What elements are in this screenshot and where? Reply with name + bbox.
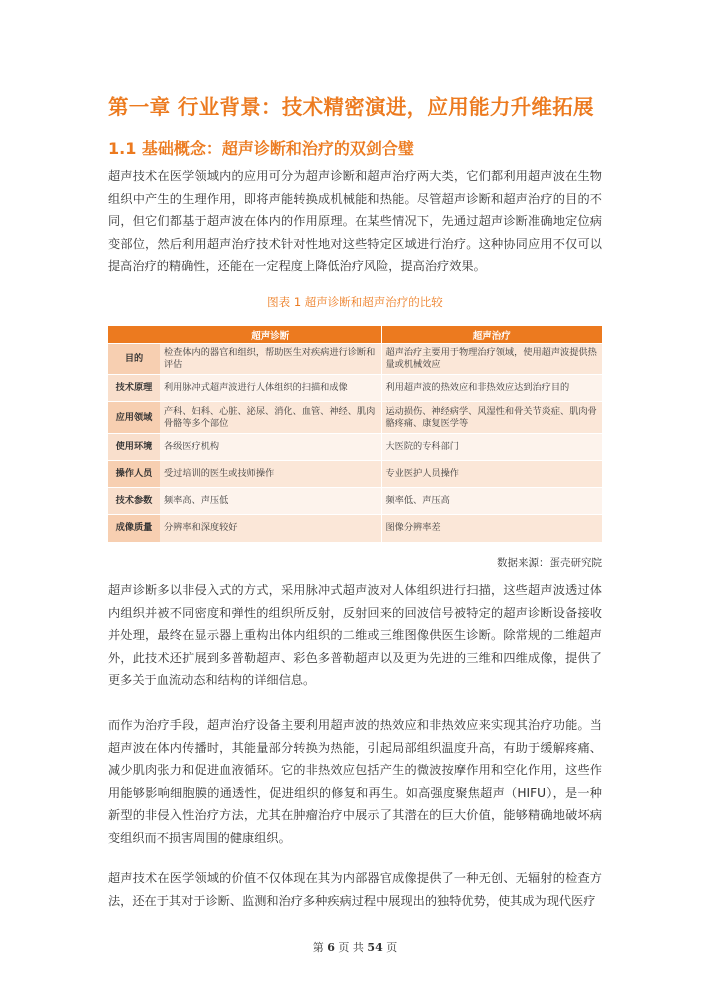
- therapy-cell: 运动损伤、神经病学、风湿性和骨关节炎症、肌肉骨骼疼痛、康复医学等: [381, 402, 602, 434]
- table-row: [108, 375, 602, 402]
- table-row: [108, 515, 602, 542]
- therapy-cell: 频率低、声压高: [381, 488, 602, 515]
- comparison-table: [108, 326, 602, 542]
- page-footer: [0, 939, 710, 955]
- diagnosis-cell: 检查体内的器官和组织，帮助医生对疾病进行诊断和评估: [160, 344, 381, 375]
- diagnosis-cell: 频率高、声压低: [160, 488, 381, 515]
- table-header-row: [108, 326, 602, 344]
- figure-caption: 图表 1 超声诊断和超声治疗的比较: [267, 295, 443, 309]
- footer-suffix: 页: [386, 941, 398, 954]
- footer-middle: 页 共: [338, 941, 364, 954]
- row-label: 技术参数: [108, 488, 160, 515]
- data-source: 数据来源：蛋壳研究院: [497, 557, 602, 569]
- therapy-cell: 超声治疗主要用于物理治疗领域，使用超声波提供热量或机械效应: [381, 344, 602, 375]
- paragraph-diagnosis: 超声诊断多以非侵入式的方式，采用脉冲式超声波对人体组织进行扫描，这些超声波透过体内组织并被不同密度和弹性的组织所反射，反射回来的回波信号被特定的超声诊断设备接收并处理，最终在显示器上重构出体内组织的二维或三维图像供医生诊断。除常规的二维超声外，此技术还扩展到多普勒超声、彩色多普勒超声以及更为先进的三维和四维成像，提供了更多关于血流动态和结构的详细信息。: [108, 583, 602, 688]
- paragraph-intro: 超声技术在医学领域内的应用可分为超声诊断和超声治疗两大类，它们都利用超声波在生物组织中产生的生理作用，即将声能转换成机械能和热能。尽管超声诊断和超声治疗的目的不同，但它们都基于超声波在体内的作用原理。在某些情况下，先通过超声诊断准确地定位病变部位，然后利用超声治疗技术针对性地对这些特定区域进行治疗。这种协同应用不仅可以提高治疗的精确性，还能在一定程度上降低治疗风险，提高治疗效果。: [108, 169, 602, 274]
- row-label: 目的: [108, 344, 160, 375]
- table-row: [108, 461, 602, 488]
- row-label: 成像质量: [108, 515, 160, 542]
- diagnosis-cell: 受过培训的医生或技师操作: [160, 461, 381, 488]
- diagnosis-cell: 产科、妇科、心脏、泌尿、消化、血管、神经、肌肉骨骼等多个部位: [160, 402, 381, 434]
- page-total: 54: [367, 941, 383, 954]
- section-title: 1.1 基础概念：超声诊断和治疗的双剑合璧: [108, 139, 414, 158]
- diagnosis-cell: 各级医疗机构: [160, 434, 381, 461]
- footer-prefix: 第: [312, 941, 324, 954]
- table-row: [108, 402, 602, 434]
- table-row: [108, 344, 602, 375]
- row-label: 操作人员: [108, 461, 160, 488]
- paragraph-value: 超声技术在医学领域的价值不仅体现在其为内部器官成像提供了一种无创、无辐射的检查方法，还在于其对于诊断、监测和治疗多种疾病过程中展现出的独特优势，使其成为现代医疗: [108, 871, 602, 908]
- page-number: 6: [327, 941, 335, 954]
- table-header-therapy: 超声治疗: [381, 326, 602, 344]
- chapter-title: 第一章 行业背景：技术精密演进，应用能力升维拓展: [108, 95, 594, 119]
- therapy-cell: 专业医护人员操作: [381, 461, 602, 488]
- therapy-cell: 图像分辨率差: [381, 515, 602, 542]
- table-row: [108, 434, 602, 461]
- table-header-corner: [108, 326, 160, 344]
- therapy-cell: 大医院的专科部门: [381, 434, 602, 461]
- diagnosis-cell: 分辨率和深度较好: [160, 515, 381, 542]
- table-header-diagnosis: 超声诊断: [160, 326, 381, 344]
- diagnosis-cell: 利用脉冲式超声波进行人体组织的扫描和成像: [160, 375, 381, 402]
- row-label: 应用领域: [108, 402, 160, 434]
- paragraph-therapy: 而作为治疗手段，超声治疗设备主要利用超声波的热效应和非热效应来实现其治疗功能。当超声波在体内传播时，其能量部分转换为热能，引起局部组织温度升高，有助于缓解疼痛、减少肌肉张力和促进血液循环。它的非热效应包括产生的微波按摩作用和空化作用，这些作用能够影响细胞膜的通透性，促进组织的修复和再生。如高强度聚焦超声（HIFU），是一种新型的非侵入性治疗方法，尤其在肿瘤治疗中展示了其潜在的巨大价值，能够精确地破坏病变组织而不损害周围的健康组织。: [108, 718, 602, 845]
- table-row: [108, 488, 602, 515]
- row-label: 技术原理: [108, 375, 160, 402]
- row-label: 使用环境: [108, 434, 160, 461]
- therapy-cell: 利用超声波的热效应和非热效应达到治疗目的: [381, 375, 602, 402]
